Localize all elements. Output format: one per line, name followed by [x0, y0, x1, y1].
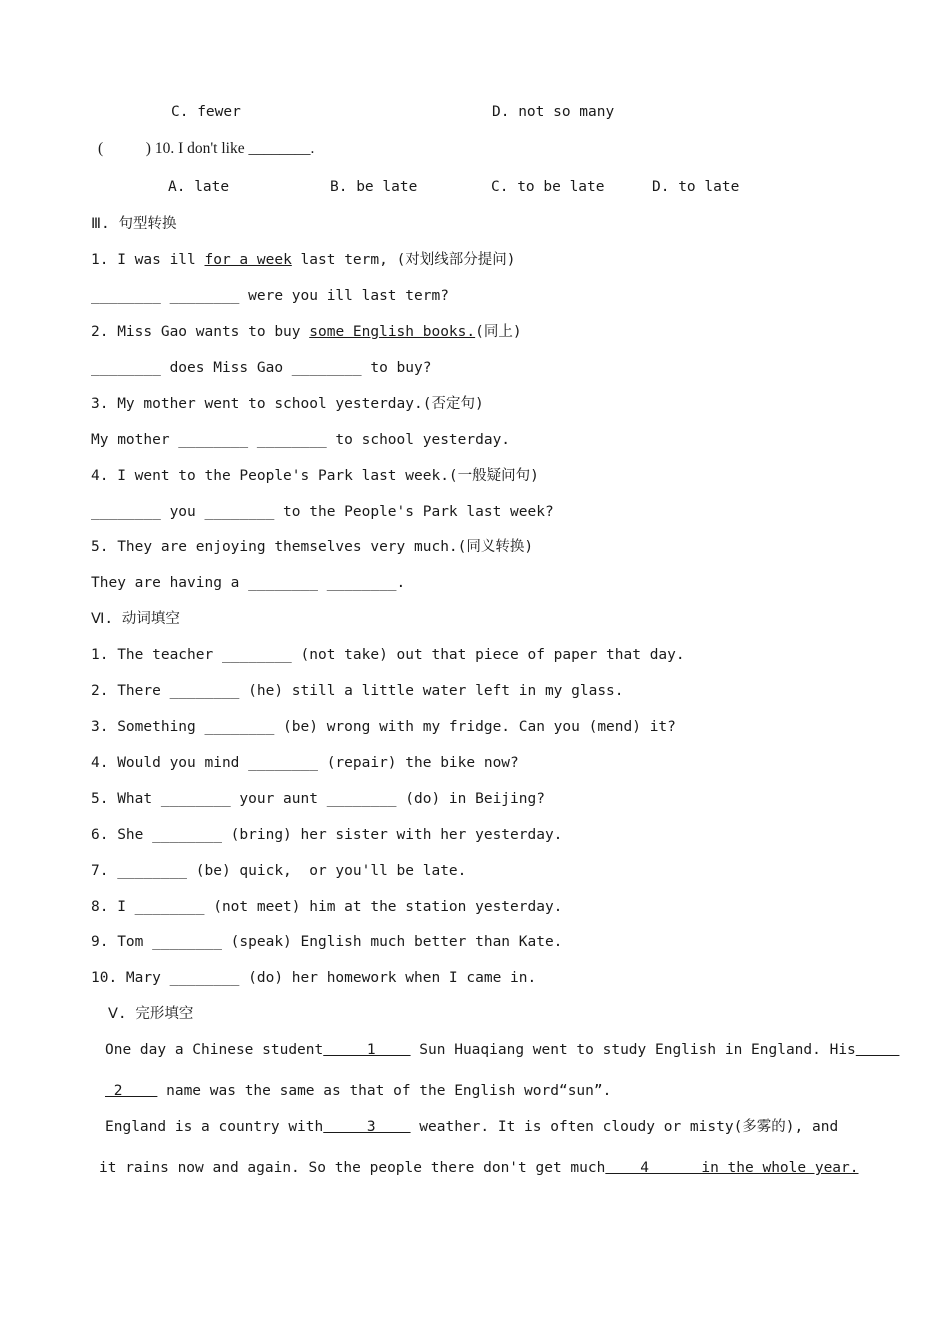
section-title: Ⅴ. 完形填空: [108, 1006, 194, 1022]
q10-option-a: A. late: [168, 179, 230, 195]
q10-question: ( ) 10. I don't like ________.: [98, 140, 315, 157]
transform-answer-2: ________ does Miss Gao ________ to buy?: [91, 360, 432, 376]
verb-item-3: 3. Something ________ (be) wrong with my fridge. Can you (mend) it?: [91, 719, 676, 735]
q10-option-c: C. to be late: [491, 179, 605, 195]
transform-answer-5: They are having a ________ ________.: [91, 575, 406, 591]
underlined-phrase: for a week: [204, 252, 292, 268]
verb-item-9: 9. Tom ________ (speak) English much better than Kate.: [91, 934, 563, 950]
underlined-phrase: some English books.: [309, 324, 476, 340]
section-title: Ⅵ. 动词填空: [91, 611, 180, 627]
cloze-blank-2-start: [856, 1042, 900, 1058]
cloze-blank-1: 1: [323, 1042, 411, 1058]
verb-item-6: 6. She ________ (bring) her sister with her yesterday.: [91, 827, 563, 843]
cloze-line-4: it rains now and again. So the people there don't get much 4 in the whole year.: [99, 1160, 859, 1176]
verb-item-10: 10. Mary ________ (do) her homework when I came in.: [91, 970, 537, 986]
q10-option-d: D. to late: [652, 179, 740, 195]
verb-item-7: 7. ________ (be) quick, or you'll be late.: [91, 863, 467, 879]
q9-option-d: D. not so many: [492, 104, 615, 120]
cloze-blank-4: 4 in the whole year.: [605, 1160, 859, 1176]
cloze-blank-2: 2: [105, 1083, 158, 1099]
transform-question-3: 3. My mother went to school yesterday.(否定句): [91, 396, 484, 412]
cloze-line-3: England is a country with 3 weather. It is often cloudy or misty(多雾的), and: [105, 1119, 839, 1135]
transform-question-5: 5. They are enjoying themselves very much.(同义转换): [91, 539, 534, 555]
cloze-line-1: One day a Chinese student 1 Sun Huaqiang went to study English in England. His: [105, 1040, 899, 1060]
transform-question-1: 1. I was ill for a week last term, (对划线部分提问): [91, 252, 516, 268]
transform-answer-4: ________ you ________ to the People's Park last week?: [91, 504, 554, 520]
verb-item-4: 4. Would you mind ________ (repair) the bike now?: [91, 755, 519, 771]
transform-question-2: 2. Miss Gao wants to buy some English books.(同上): [91, 324, 522, 340]
transform-answer-1: ________ ________ were you ill last term?: [91, 288, 449, 304]
section-title: Ⅲ. 句型转换: [91, 216, 177, 232]
verb-item-5: 5. What ________ your aunt ________ (do) in Beijing?: [91, 791, 545, 807]
verb-item-8: 8. I ________ (not meet) him at the station yesterday.: [91, 899, 563, 915]
transform-answer-3: My mother ________ ________ to school yesterday.: [91, 432, 511, 448]
q9-option-c: C. fewer: [171, 104, 241, 120]
verb-item-1: 1. The teacher ________ (not take) out that piece of paper that day.: [91, 647, 685, 663]
transform-question-4: 4. I went to the People's Park last week.(一般疑问句): [91, 468, 539, 484]
verb-item-2: 2. There ________ (he) still a little water left in my glass.: [91, 683, 624, 699]
cloze-line-2: 2 name was the same as that of the English word“sun”.: [105, 1083, 612, 1099]
cloze-blank-3: 3: [323, 1119, 411, 1135]
q10-option-b: B. be late: [330, 179, 418, 195]
